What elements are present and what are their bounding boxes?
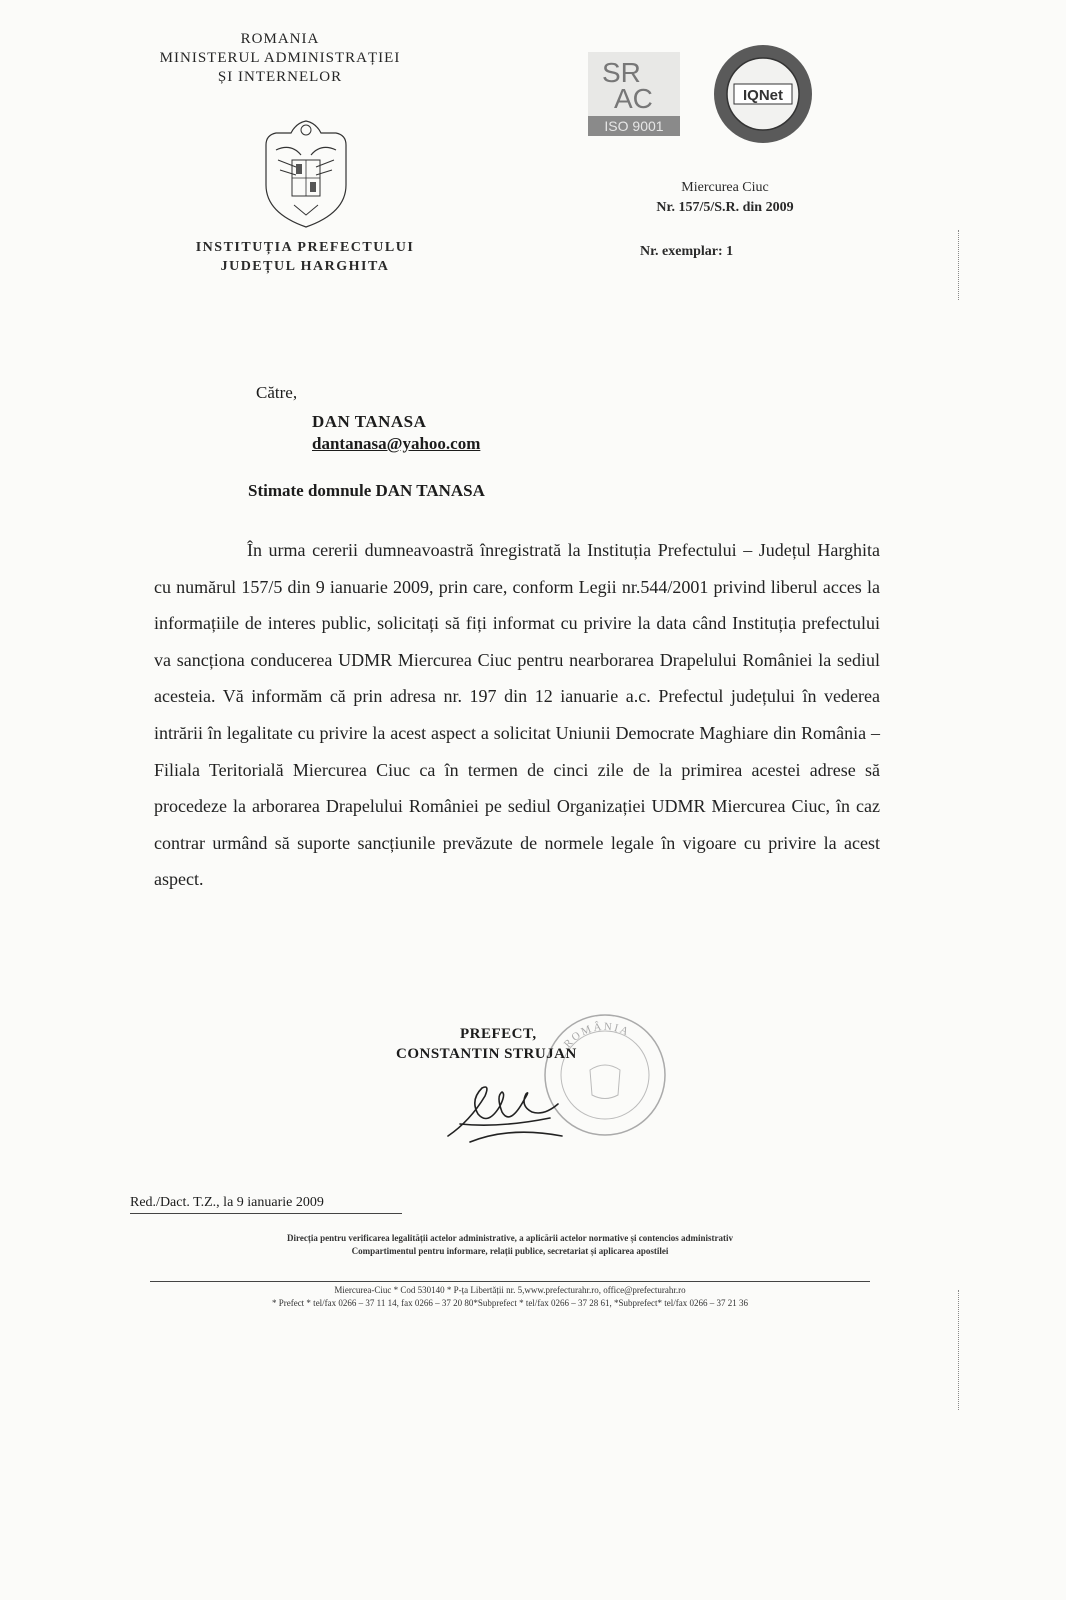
salutation: Stimate domnule DAN TANASA [248, 481, 485, 500]
body-paragraph: În urma cererii dumneavoastră înregistrată la Instituția Prefectului – Județul Harghita cu numărul 157/5 din 9 ianuarie 2009, prin care, conform Legii nr.544/2001 privind liberul acces la informațiile de interes public, solicitați să fiți informat cu privire la data când Instituția prefectului va sancționa conducerea UDMR Miercurea Ciuc pentru nearborarea Drapelului României la sediul acesteia. Vă informăm că prin adresa nr. 197 din 12 ianuarie a.c. Prefectul județului în vederea intrării în legalitate cu privire la acest aspect a solicitat Uniunii Democrate Maghiare din România – Filiala Teritorială Miercurea Ciuc ca în termen de cinci zile de la primirea acestei adrese să procedeze la arborarea Drapelului României pe sediul Organizației UDMR Miercurea Ciuc, în caz contrar urmând să suporte sancțiunile prevăzute de normele legale în vigoare cu privire la acest aspect. [154, 540, 880, 890]
letter-body [154, 532, 880, 898]
reference-block [600, 178, 850, 218]
signatory-title: PREFECT, [460, 1026, 537, 1042]
address-line2: * Prefect * tel/fax 0266 – 37 11 14, fax 0266 – 37 20 80*Subprefect * tel/fax 0266 – 37 28 61, *Subprefect* tel/fax 0266 – 37 21 36 [271, 1298, 749, 1308]
drafted-by-note: Red./Dact. T.Z., la 9 ianuarie 2009 [130, 1195, 324, 1210]
svg-text:ROMÂNIA: ROMÂNIA [561, 1020, 632, 1051]
to-label: Către, [256, 383, 298, 402]
contact-info [150, 1284, 870, 1310]
ministry-header [130, 30, 430, 87]
institution-name [150, 238, 460, 276]
ministry-name-line1: MINISTERUL ADMINISTRAȚIEI [159, 50, 401, 66]
scan-mark [958, 230, 959, 300]
country-name: ROMANIA [240, 31, 320, 47]
institution-line1: INSTITUȚIA PREFECTULUI [195, 240, 415, 255]
iqnet-logo-icon [712, 43, 814, 145]
direction-line1: Direcția pentru verificarea legalității actelor administrative, a aplicării actelor normative și contencios administrativ [287, 1233, 733, 1243]
divider [130, 1213, 402, 1214]
registration-number: Nr. 157/5/S.R. din 2009 [656, 200, 794, 215]
svg-text:IQNet: IQNet [742, 87, 784, 104]
department-info [150, 1232, 870, 1258]
footer-divider [150, 1281, 870, 1282]
srac-logo-icon [588, 52, 680, 136]
location: Miercurea Ciuc [681, 180, 769, 195]
recipient-name: DAN TANASA [312, 412, 427, 431]
handwritten-signature-icon [440, 1066, 570, 1146]
ministry-name-line2: ȘI INTERNELOR [217, 69, 343, 85]
svg-text:SR: SR [602, 57, 641, 88]
exemplar-number: Nr. exemplar: 1 [640, 244, 734, 259]
direction-line2: Compartimentul pentru informare, relații publice, secretariat și aplicarea apostilei [351, 1246, 669, 1256]
recipient-email: dantanasa@yahoo.com [312, 434, 481, 453]
institution-line2: JUDEȚUL HARGHITA [220, 259, 390, 274]
coat-of-arms-icon [256, 115, 356, 230]
svg-text:AC: AC [614, 83, 653, 114]
scan-mark [958, 1290, 959, 1410]
signatory-name: CONSTANTIN STRUJAN [396, 1046, 577, 1062]
svg-text:ISO 9001: ISO 9001 [604, 118, 664, 134]
address-line1: Miercurea-Ciuc * Cod 530140 * P-ța Libertății nr. 5,www.prefecturahr.ro, office@prefecturahr.ro [334, 1285, 686, 1295]
